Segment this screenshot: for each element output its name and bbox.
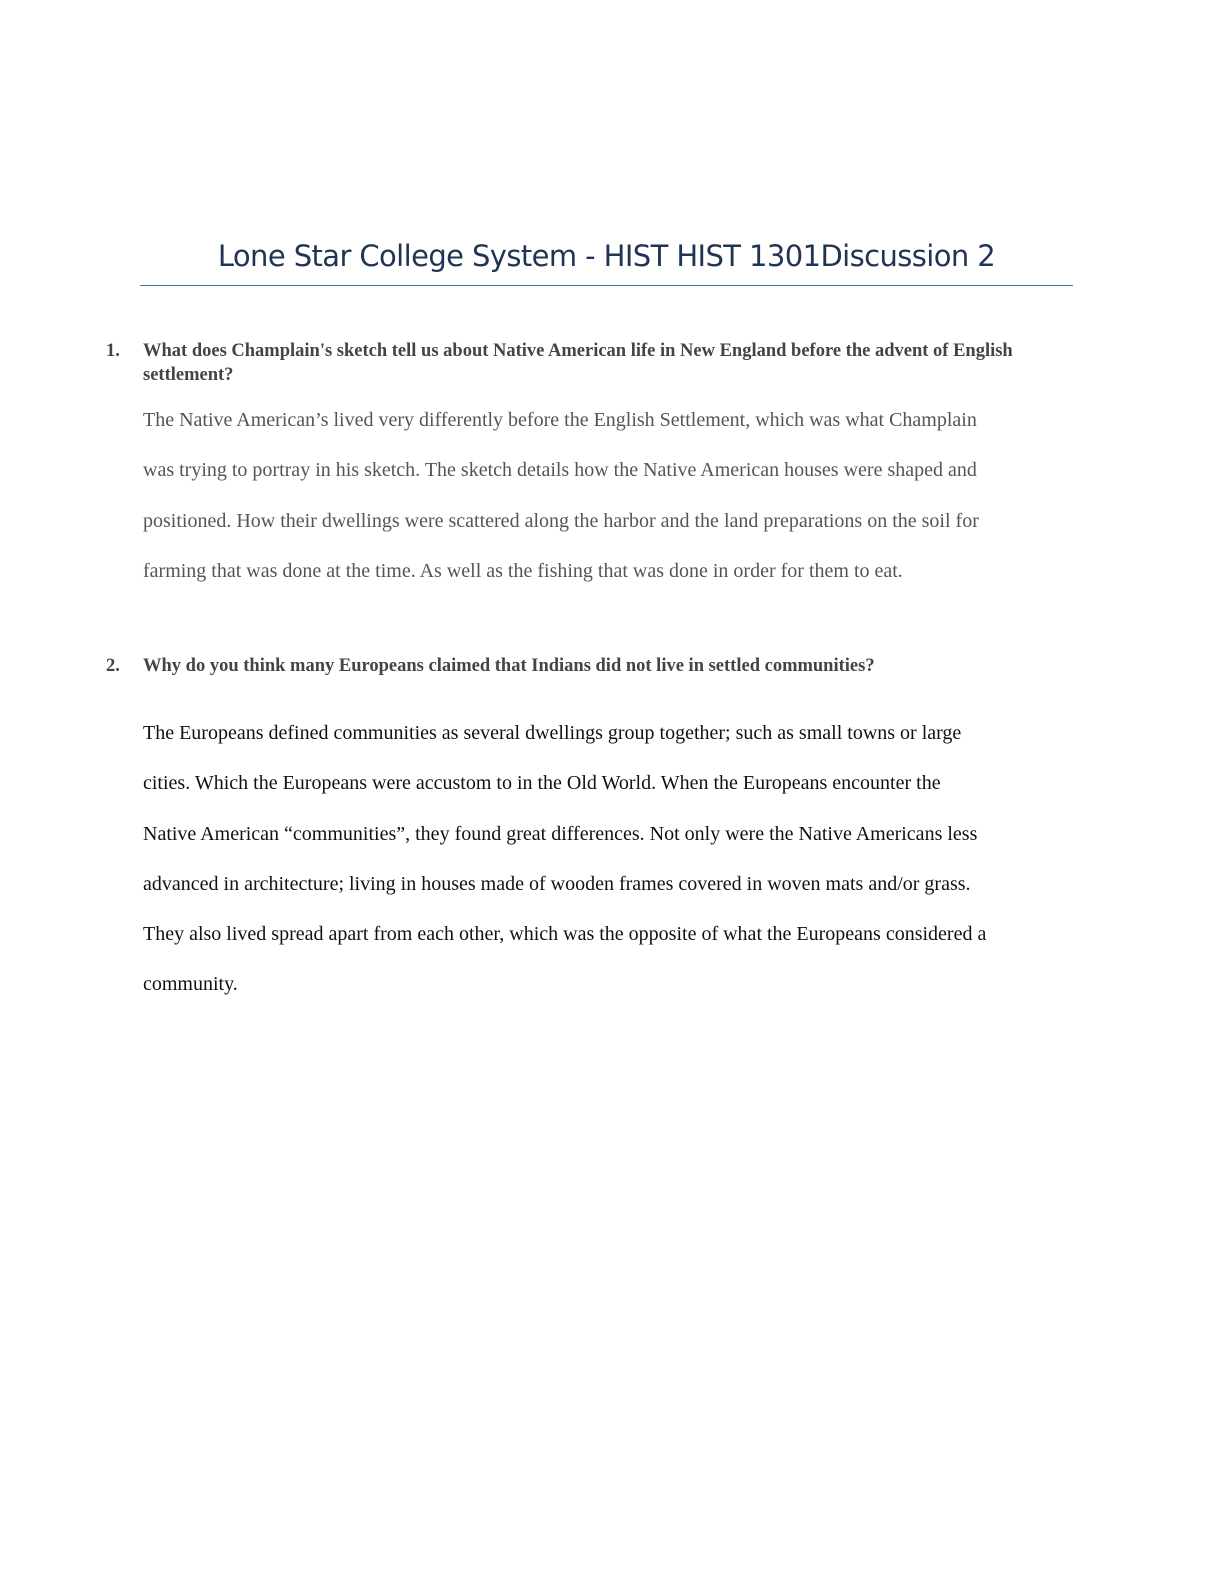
answer-line: positioned. How their dwellings were scattered along the harbor and the land preparations on the soil for	[143, 509, 979, 532]
answer-line: The Native American’s lived very differently before the English Settlement, which was what Champlain	[143, 409, 977, 431]
question-2	[106, 654, 1026, 678]
answer-line: The Europeans defined communities as several dwellings group together; such as small towns or large	[143, 722, 962, 744]
answer-line: community.	[143, 973, 238, 996]
question-number: 2.	[106, 656, 120, 676]
answer-line: Native American “communities”, they found great differences. Not only were the Native Americans less	[143, 822, 978, 845]
answer-line: was trying to portray in his sketch. The sketch details how the Native American houses were shaped and	[143, 459, 977, 482]
answer-line: farming that was done at the time. As well as the fishing that was done in order for them to eat.	[143, 559, 903, 582]
question-text: What does Champlain's sketch tell us about Native American life in New England before the advent of English settlement?	[143, 341, 1013, 385]
question-1	[106, 339, 1026, 387]
answer-line: advanced in architecture; living in houses made of wooden frames covered in woven mats and/or grass.	[143, 872, 971, 895]
title-underline	[140, 285, 1073, 286]
question-number: 1.	[106, 341, 120, 361]
question-text: Why do you think many Europeans claimed that Indians did not live in settled communities?	[143, 656, 875, 676]
document-title: Lone Star College System - HIST HIST 1301Discussion 2	[217, 239, 996, 273]
answer-2	[143, 708, 1083, 1010]
answer-1	[143, 395, 1083, 596]
answer-line: They also lived spread apart from each other, which was the opposite of what the Europeans considered a	[143, 923, 987, 946]
answer-line: cities. Which the Europeans were accustom to in the Old World. When the Europeans encounter the	[143, 772, 941, 795]
